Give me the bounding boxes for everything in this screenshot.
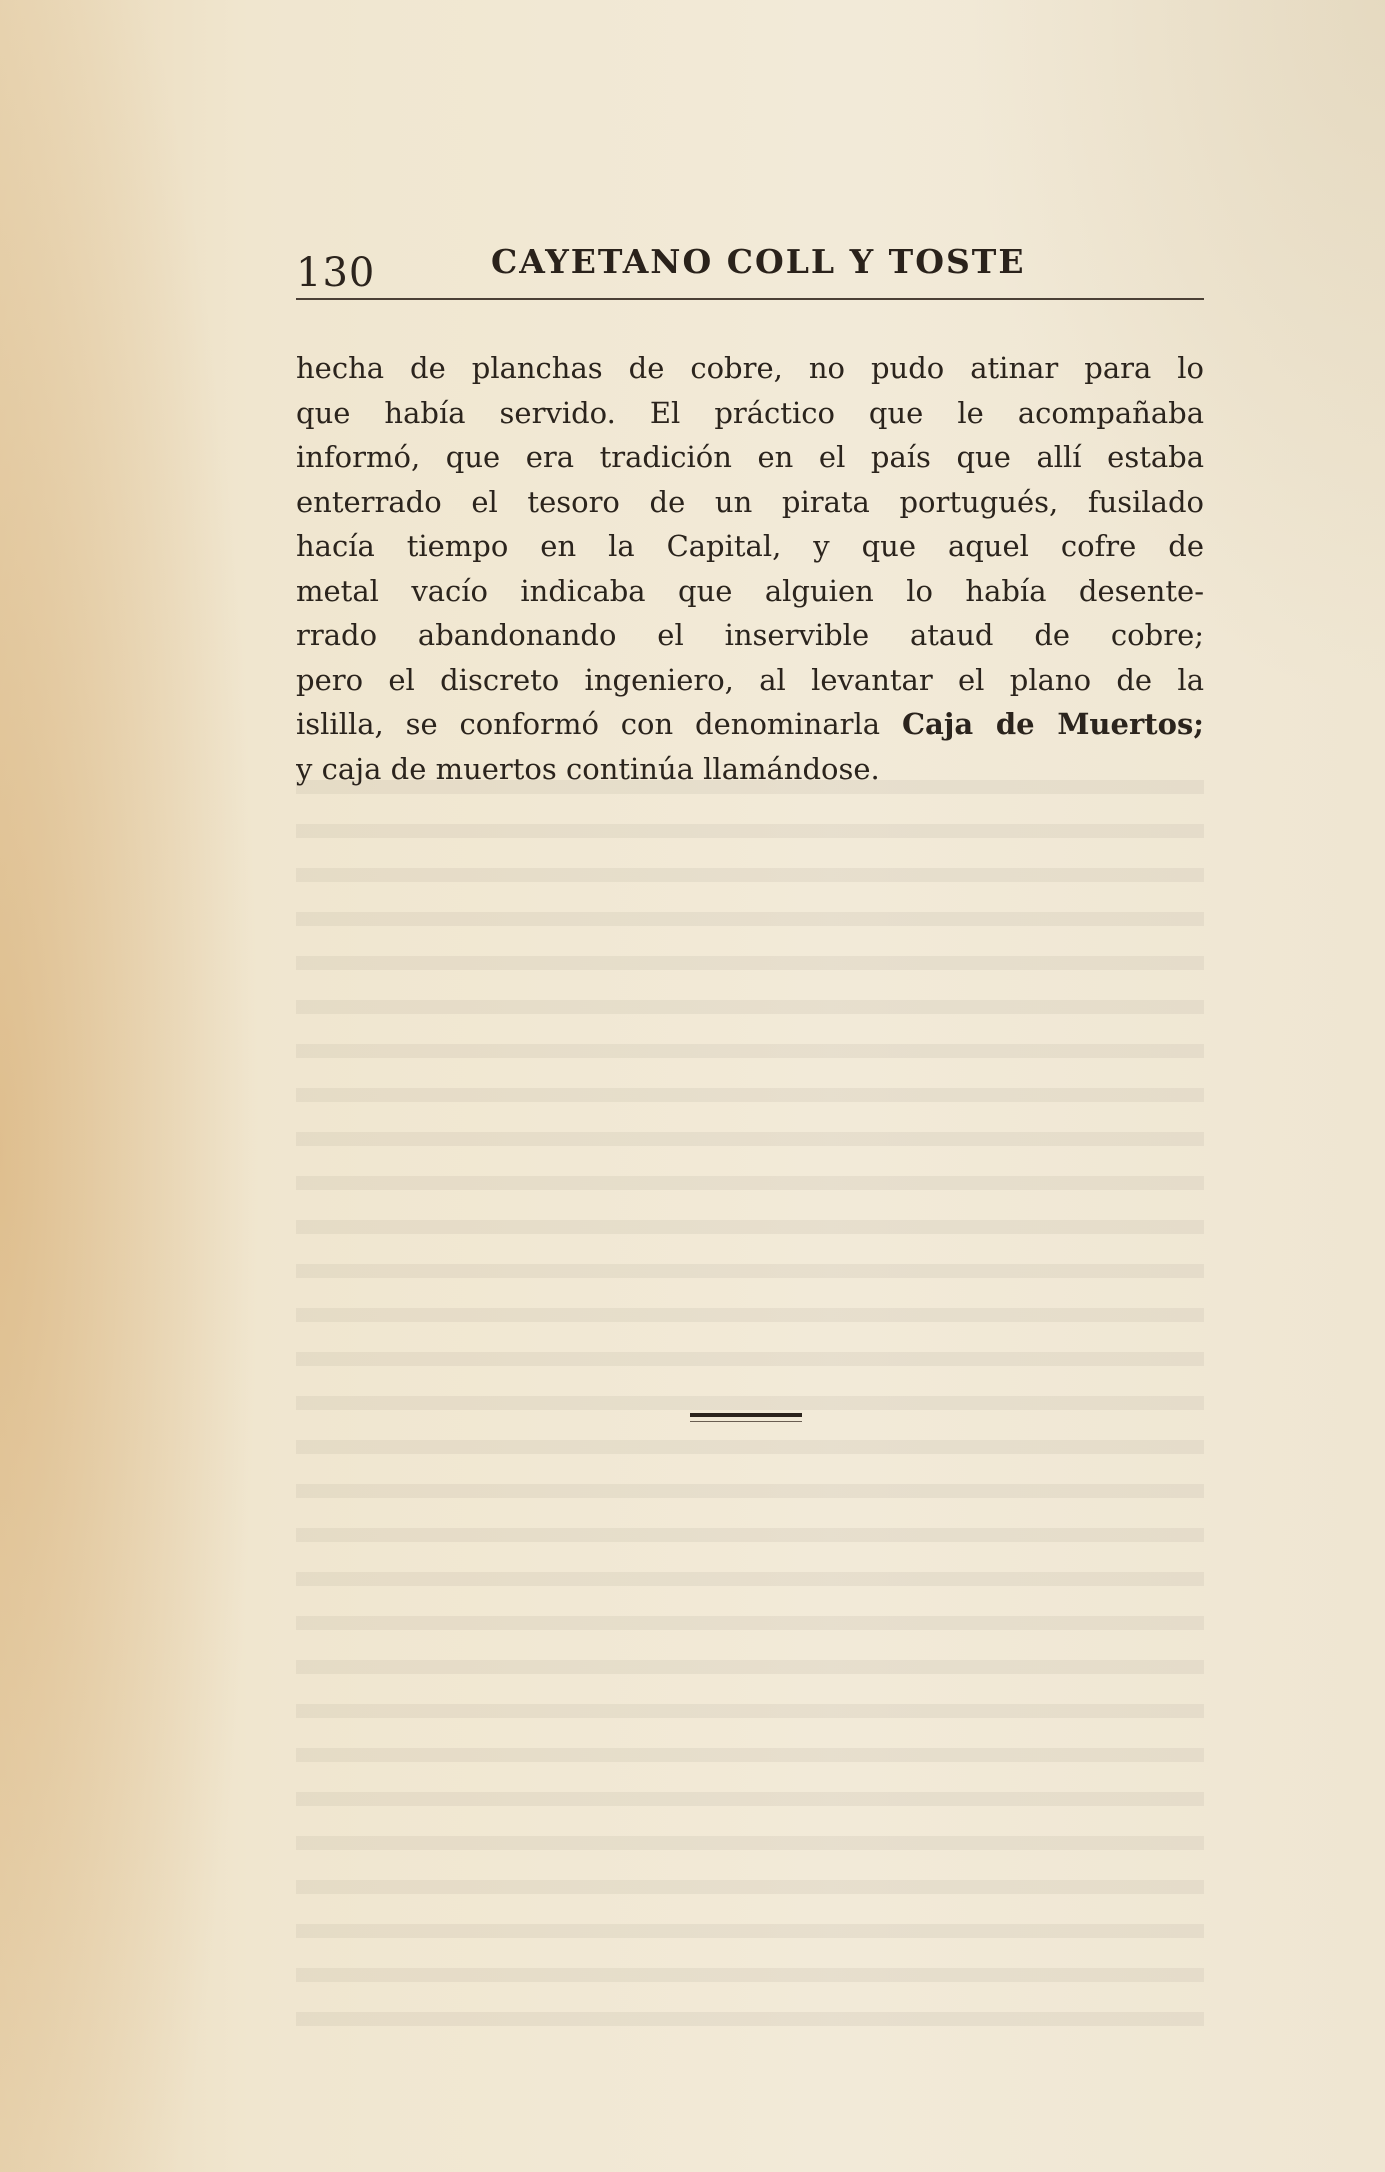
text-line: que había servido. El práctico que le acompañaba [296, 395, 1204, 430]
page-number: 130 [296, 250, 376, 296]
body-paragraph [296, 346, 1204, 791]
text-line: metal vacío indicaba que alguien lo había desente- [296, 573, 1204, 608]
text-line: rrado abandonando el inservible ataud de cobre; [296, 618, 1204, 652]
text-line: hecha de planchas de cobre, no pudo atinar para lo [296, 351, 1204, 385]
text-line: pero el discreto ingeniero, al levantar el plano de la [296, 662, 1204, 697]
text-line: informó, que era tradición en el país que allí estaba [296, 440, 1204, 474]
text-line [296, 702, 1204, 747]
text-line-last: y caja de muertos continúa llamándose. [296, 751, 880, 786]
page-header [296, 230, 1204, 300]
show-through-texture [296, 780, 1204, 2030]
header-rule [296, 298, 1204, 300]
place-name-bold: Caja de Muertos; [901, 707, 1204, 741]
end-ornament-rule [690, 1413, 802, 1417]
running-head: CAYETANO COLL Y TOSTE [491, 242, 1026, 281]
text-line: enterrado el tesoro de un pirata portugués, fusilado [296, 484, 1204, 519]
text-line: hacía tiempo en la Capital, y que aquel cofre de [296, 529, 1204, 563]
text-line-start: islilla, se conformó con denominarla [296, 707, 902, 741]
